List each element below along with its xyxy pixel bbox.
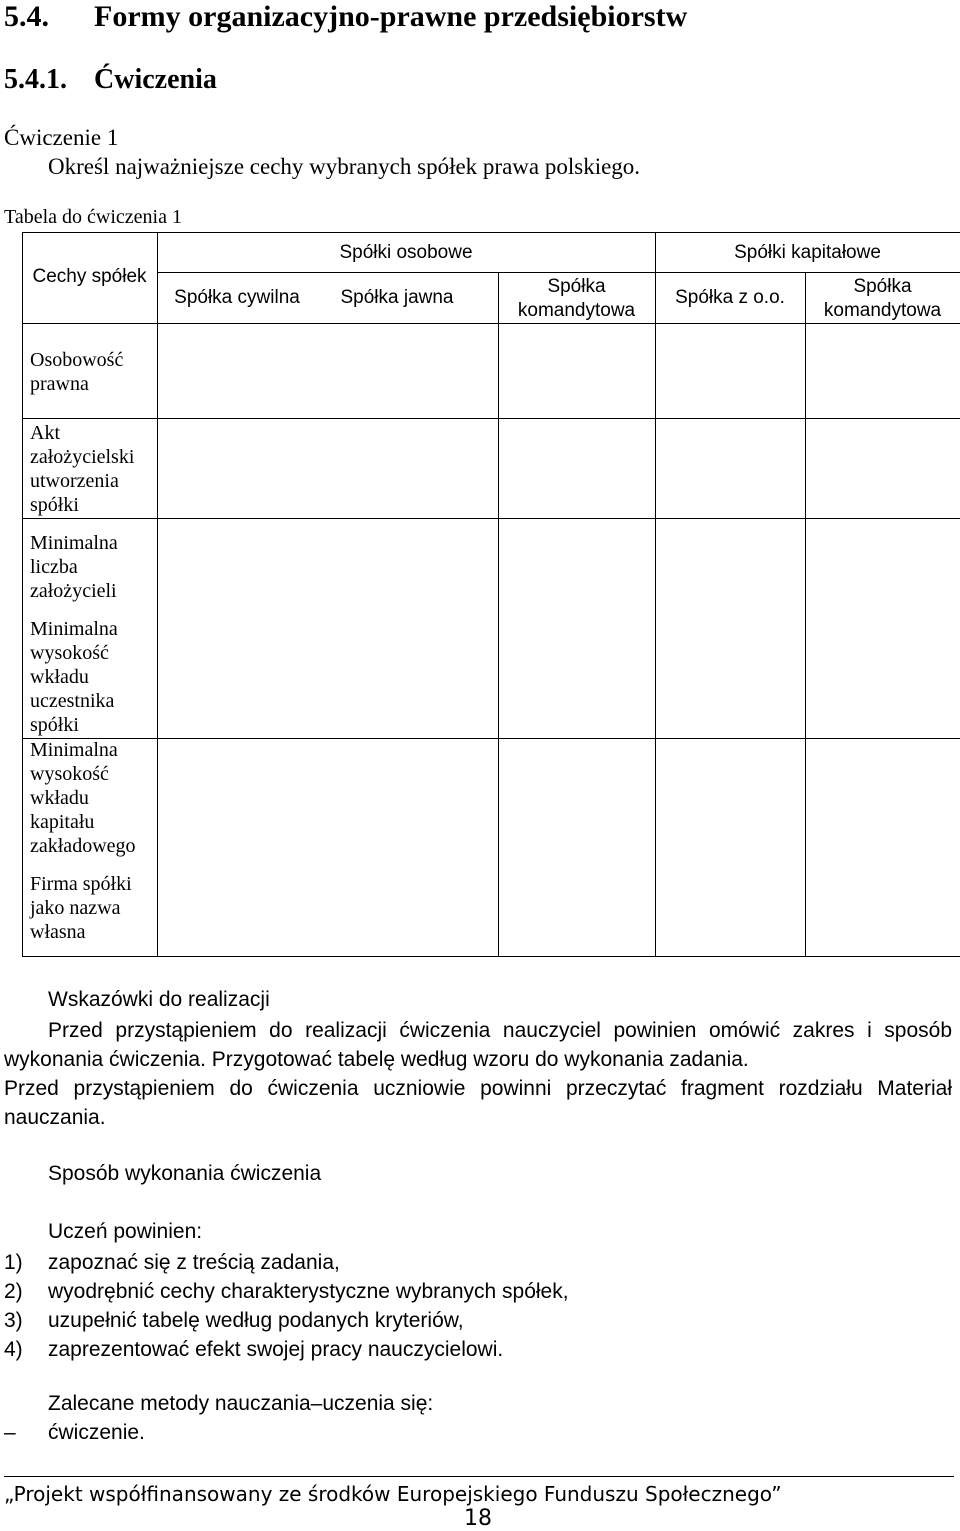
header-group-capital: Spółki kapitałowe: [734, 242, 881, 263]
dash-bullet: –: [4, 1421, 16, 1444]
hints-paragraph: Przed przystąpieniem do realizacji ćwiczenia nauczyciel powinien omówić zakres i sposób wykonania ćwiczenia. Przygotować tabelę według wzoru do wykonania zadania.: [4, 1019, 952, 1071]
header-group-personal: Spółki osobowe: [339, 242, 473, 263]
hints-paragraph: Przed przystąpieniem do ćwiczenia uczniowie powinni przeczytać fragment rozdziału Materiał nauczania.: [4, 1077, 952, 1129]
list-item: [4, 1335, 569, 1364]
footer-divider: [4, 1476, 954, 1477]
recommended-methods-title: Zalecane metody nauczania–uczenia się:: [48, 1392, 434, 1415]
header-col-general: Spółka jawna: [340, 287, 454, 308]
hints-title: Wskazówki do realizacji: [48, 988, 270, 1011]
learner-intro: Uczeń powinien:: [48, 1220, 203, 1243]
header-col-limited-1: Spółka komandytowa: [517, 276, 636, 321]
header-col-llc: Spółka z o.o.: [675, 287, 785, 308]
company-features-table: [22, 232, 960, 957]
step-text: wyodrębnić cechy charakterystyczne wybranych spółek,: [48, 1280, 569, 1303]
footer-text: „Projekt współfinansowany ze środków Europejskiego Funduszu Społecznego”: [4, 1482, 782, 1506]
row-label: Osobowość prawna: [30, 349, 124, 395]
steps-list: [4, 1248, 569, 1364]
subsection-heading: [4, 64, 217, 96]
step-text: zapoznać się z treścią zadania,: [48, 1251, 340, 1274]
list-item: [4, 1306, 569, 1335]
row-label: Minimalna wysokość wkładu uczestnika spółki: [30, 618, 118, 736]
list-item: [4, 1277, 569, 1306]
row-label: Firma spółki jako nazwa własna: [30, 873, 132, 943]
row-label: Minimalna liczba założycieli: [30, 532, 118, 602]
header-cechy-spolek: Cechy spółek: [32, 266, 147, 287]
page-number: 18: [464, 1506, 492, 1531]
row-label: Akt założycielski utworzenia spółki: [30, 422, 135, 516]
subsection-title: Ćwiczenia: [94, 64, 217, 95]
header-col-limited-2: Spółka komandytowa: [823, 276, 942, 321]
section-number: 5.4.: [4, 0, 49, 33]
table-caption: Tabela do ćwiczenia 1: [4, 206, 182, 228]
method-title: Sposób wykonania ćwiczenia: [48, 1162, 322, 1185]
recommended-method-item: [4, 1421, 145, 1445]
section-heading: [4, 0, 687, 34]
step-number: 3): [4, 1309, 23, 1332]
section-title: Formy organizacyjno-prawne przedsiębiorstw: [94, 0, 688, 33]
step-text: zaprezentować efekt swojej pracy nauczycielowi.: [48, 1338, 504, 1361]
step-number: 2): [4, 1280, 23, 1303]
row-label: Minimalna wysokość wkładu kapitału zakładowego: [30, 739, 136, 857]
list-item: [4, 1248, 569, 1277]
step-text: uzupełnić tabelę według podanych kryteriów,: [48, 1309, 464, 1332]
step-number: 4): [4, 1338, 23, 1361]
header-col-civil: Spółka cywilna: [174, 287, 300, 308]
step-number: 1): [4, 1251, 23, 1274]
exercise-description: Określ najważniejsze cechy wybranych spółek prawa polskiego.: [48, 154, 641, 179]
recommended-method-text: ćwiczenie.: [48, 1421, 145, 1444]
subsection-number: 5.4.1.: [4, 64, 67, 95]
hints-body: [4, 1016, 952, 1132]
exercise-title: Ćwiczenie 1: [4, 125, 119, 150]
